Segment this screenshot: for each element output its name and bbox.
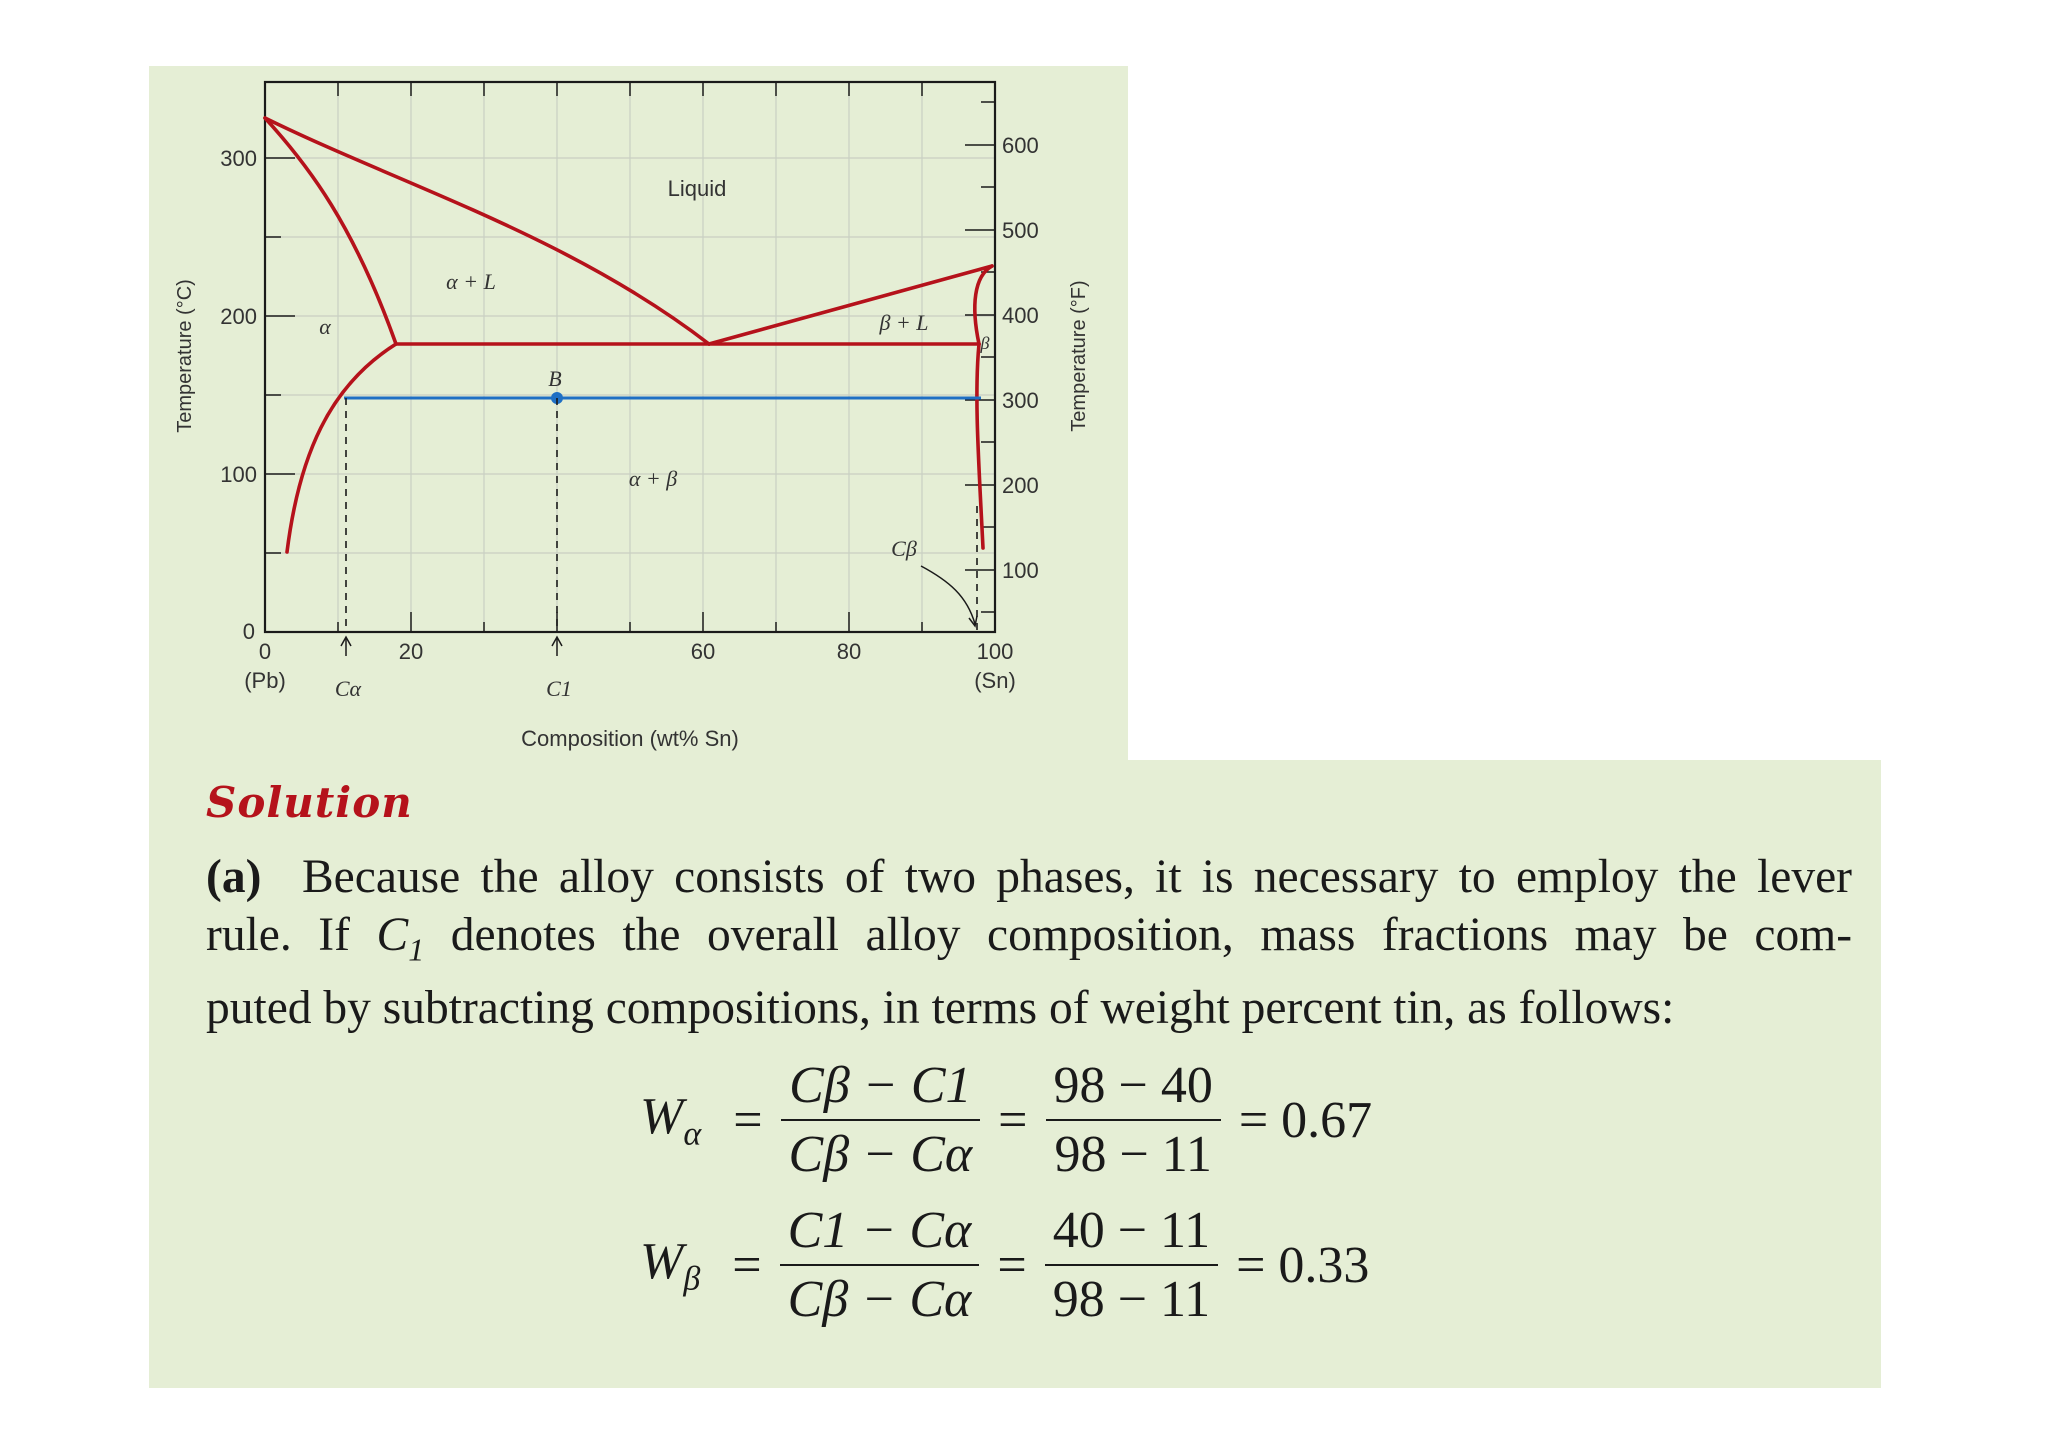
marker-c-1: C1 <box>546 676 572 701</box>
liquidus-left <box>265 118 709 344</box>
y-tick-label-celsius: 0 <box>242 619 255 644</box>
region-label-beta-plus-l: β + L <box>879 310 929 335</box>
paragraph-line-1: Because the alloy consists of two phases, it is necessary to employ the lever <box>302 851 1852 903</box>
solution-heading: Solution <box>206 778 413 827</box>
solvus-alpha <box>287 344 396 552</box>
fraction-denominator: Cβ − Cα <box>787 1271 972 1328</box>
region-label-alpha: α <box>319 314 331 339</box>
fraction-numerator: 40 − 11 <box>1052 1202 1211 1259</box>
y-tick-label-celsius: 100 <box>220 462 257 487</box>
phase-diagram <box>149 66 1128 766</box>
equation-result: = 0.67 <box>1238 1091 1373 1149</box>
y-tick-marks-fahrenheit <box>965 102 995 612</box>
x-tick-label: 60 <box>690 639 716 664</box>
c1-symbol: $C_1$ <box>376 909 425 968</box>
region-label-alpha-plus-beta: α + β <box>628 466 678 491</box>
solidus-alpha <box>265 118 396 344</box>
paragraph-line-3: puted by subtracting compositions, in terms of weight percent tin, as follows: <box>206 981 1675 1034</box>
arrows <box>341 566 977 656</box>
region-label-beta: β <box>980 333 990 353</box>
y-tick-label-fahrenheit: 500 <box>1002 218 1039 243</box>
x-tick-label: 0 <box>258 639 272 664</box>
y-tick-label-celsius: 300 <box>220 146 257 171</box>
y-tick-label-celsius: 200 <box>220 304 257 329</box>
fraction-numerator: 98 − 40 <box>1053 1057 1213 1114</box>
x-end-label-sn: (Sn) <box>974 668 1016 693</box>
x-tick-label: 20 <box>398 639 424 664</box>
equation-w-alpha: $W_\alpha$ = $\frac{C\beta - C1}{C\beta - C\alpha}$ = $\frac{98 - 40}{98 - 11}$ = 0.67 <box>640 1057 1373 1183</box>
dashed-drop-lines <box>346 398 977 632</box>
y-tick-label-fahrenheit: 400 <box>1002 303 1039 328</box>
equation-w-beta: $W_\beta$ = $\frac{C1 - C\alpha}{C\beta - C\alpha}$ = $\frac{40 - 11}{98 - 11}$ = 0.33 <box>640 1202 1370 1328</box>
fraction-denominator: Cβ − Cα <box>788 1126 973 1183</box>
y-axis-label-fahrenheit: Temperature (°F) <box>1068 280 1090 432</box>
marker-c-alpha: Cα <box>334 676 362 701</box>
equation-lhs: $W_\alpha$ <box>640 1087 702 1153</box>
fraction-numerator: Cβ − C1 <box>789 1057 972 1114</box>
grid <box>265 82 995 632</box>
x-tick-label: 80 <box>836 639 862 664</box>
x-end-label-pb: (Pb) <box>244 668 286 693</box>
symbolic-fraction <box>781 1056 981 1184</box>
y-tick-label-fahrenheit: 100 <box>1002 558 1039 583</box>
y-axis-label-celsius: Temperature (°C) <box>174 279 196 433</box>
y-tick-marks-celsius <box>265 158 295 553</box>
equation-result: = 0.33 <box>1236 1236 1370 1294</box>
x-axis-label: Composition (wt% Sn) <box>521 726 739 751</box>
region-label-alpha-plus-l: α + L <box>446 269 496 294</box>
fraction-numerator: C1 − Cα <box>787 1202 972 1259</box>
numeric-fraction <box>1045 1201 1218 1329</box>
solution-paragraph <box>206 848 1852 1037</box>
fraction-denominator: 98 − 11 <box>1054 1126 1212 1183</box>
y-tick-label-fahrenheit: 600 <box>1002 133 1039 158</box>
equation-lhs: $W_\beta$ <box>640 1232 701 1298</box>
part-label: (a) <box>206 851 262 903</box>
marker-c-beta: Cβ <box>891 536 917 561</box>
y-tick-label-fahrenheit: 300 <box>1002 388 1039 413</box>
numeric-fraction <box>1046 1056 1221 1184</box>
paragraph-line-2b: denotes the overall alloy composition, mass fractions may be com- <box>450 909 1853 961</box>
x-tick-label: 100 <box>976 639 1014 664</box>
y-tick-label-fahrenheit: 200 <box>1002 473 1039 498</box>
liquidus-right <box>709 266 992 344</box>
paragraph-line-2a: rule. If <box>206 909 350 961</box>
point-b-label: B <box>548 366 562 391</box>
fraction-denominator: 98 − 11 <box>1052 1271 1211 1328</box>
symbolic-fraction <box>780 1201 980 1329</box>
region-label-liquid: Liquid <box>667 176 727 201</box>
solvus-beta <box>977 344 983 548</box>
